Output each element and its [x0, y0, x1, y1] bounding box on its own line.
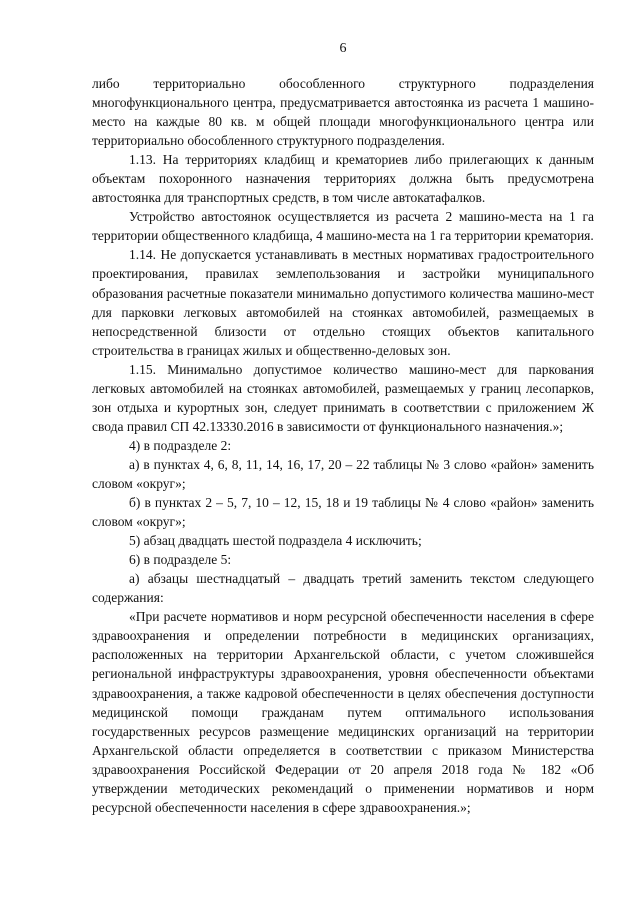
paragraph-subsection-5: 6) в подразделе 5:	[129, 552, 232, 568]
paragraph-item-1-15: 1.15. Минимально допустимое количество машино-мест для паркования легковых автомобилей на стоянках автомобилей, размещаемых у границ лесопарков, зон отдыха и курортных зон, следует принимать в соответствии с приложением Ж свода правил СП 42.13330.2016 в зависимости от функционального назначения.»;	[92, 361, 594, 434]
paragraph-replace-text: а) абзацы шестнадцатый – двадцать третий заменить текстом следующего содержания:	[92, 571, 594, 606]
page-number: 6	[339, 41, 347, 56]
paragraph-continuation: либо территориально обособленного структурного подразделения многофункционального центра, предусматривается автостоянка из расчета 1 машино-место на каждые 80 кв. м общей площади многофункционального центра или территориально обособленного структурного подразделения.	[92, 76, 594, 149]
paragraph-table-4-amendment: б) в пунктах 2 – 5, 7, 10 – 12, 15, 18 и 19 таблицы № 4 слово «район» заменить словом «округ»;	[92, 495, 594, 530]
paragraph-item-1-13: 1.13. На территориях кладбищ и крематориев либо прилегающих к данным объектам похоронного назначения территориях должна быть предусмотрена автостоянка для транспортных средств, в том числе автокатафалков.	[92, 152, 594, 206]
document-body	[92, 74, 594, 817]
paragraph-subsection-2: 4) в подразделе 2:	[129, 437, 232, 453]
paragraph-table-3-amendment: а) в пунктах 4, 6, 8, 11, 14, 16, 17, 20 – 22 таблицы № 3 слово «район» заменить словом «округ»;	[92, 456, 594, 491]
paragraph-subsection-4-exclusion: 5) абзац двадцать шестой подраздела 4 исключить;	[129, 533, 422, 549]
paragraph-healthcare-norms: «При расчете нормативов и норм ресурсной обеспеченности населения в сфере здравоохранения и определении потребности в медицинских организациях, расположенных на территории Архангельской области, с учетом сложившейся региональной инфраструктуры здравоохранения, уровня обеспеченности объектами здравоохранения, а также кадровой обеспеченности в целях обеспечения доступности медицинской помощи гражданам путем оптимального использования государственных ресурсов размещение медицинских организаций на территории Архангельской области определяется в соответствии с приказом Министерства здравоохранения Российской Федерации от 20 апреля 2018 года № 182 «Об утверждении методических рекомендаций о применении нормативов и норм ресурсной обеспеченности населения в сфере здравоохранения.»;	[92, 609, 594, 815]
paragraph-item-1-14: 1.14. Не допускается устанавливать в местных нормативах градостроительного проектирования, правилах землепользования и застройки муниципального образования расчетные показатели минимально допустимого количества машино-мест для парковки легковых автомобилей на стоянках автомобилей, размещаемых в непосредственной близости от отдельно стоящих объектов капитального строительства в границах жилых и общественно-деловых зон.	[92, 247, 594, 358]
paragraph-parking-calculation: Устройство автостоянок осуществляется из расчета 2 машино-места на 1 га территории общественного кладбища, 4 машино-места на 1 га территории крематория.	[92, 209, 594, 244]
